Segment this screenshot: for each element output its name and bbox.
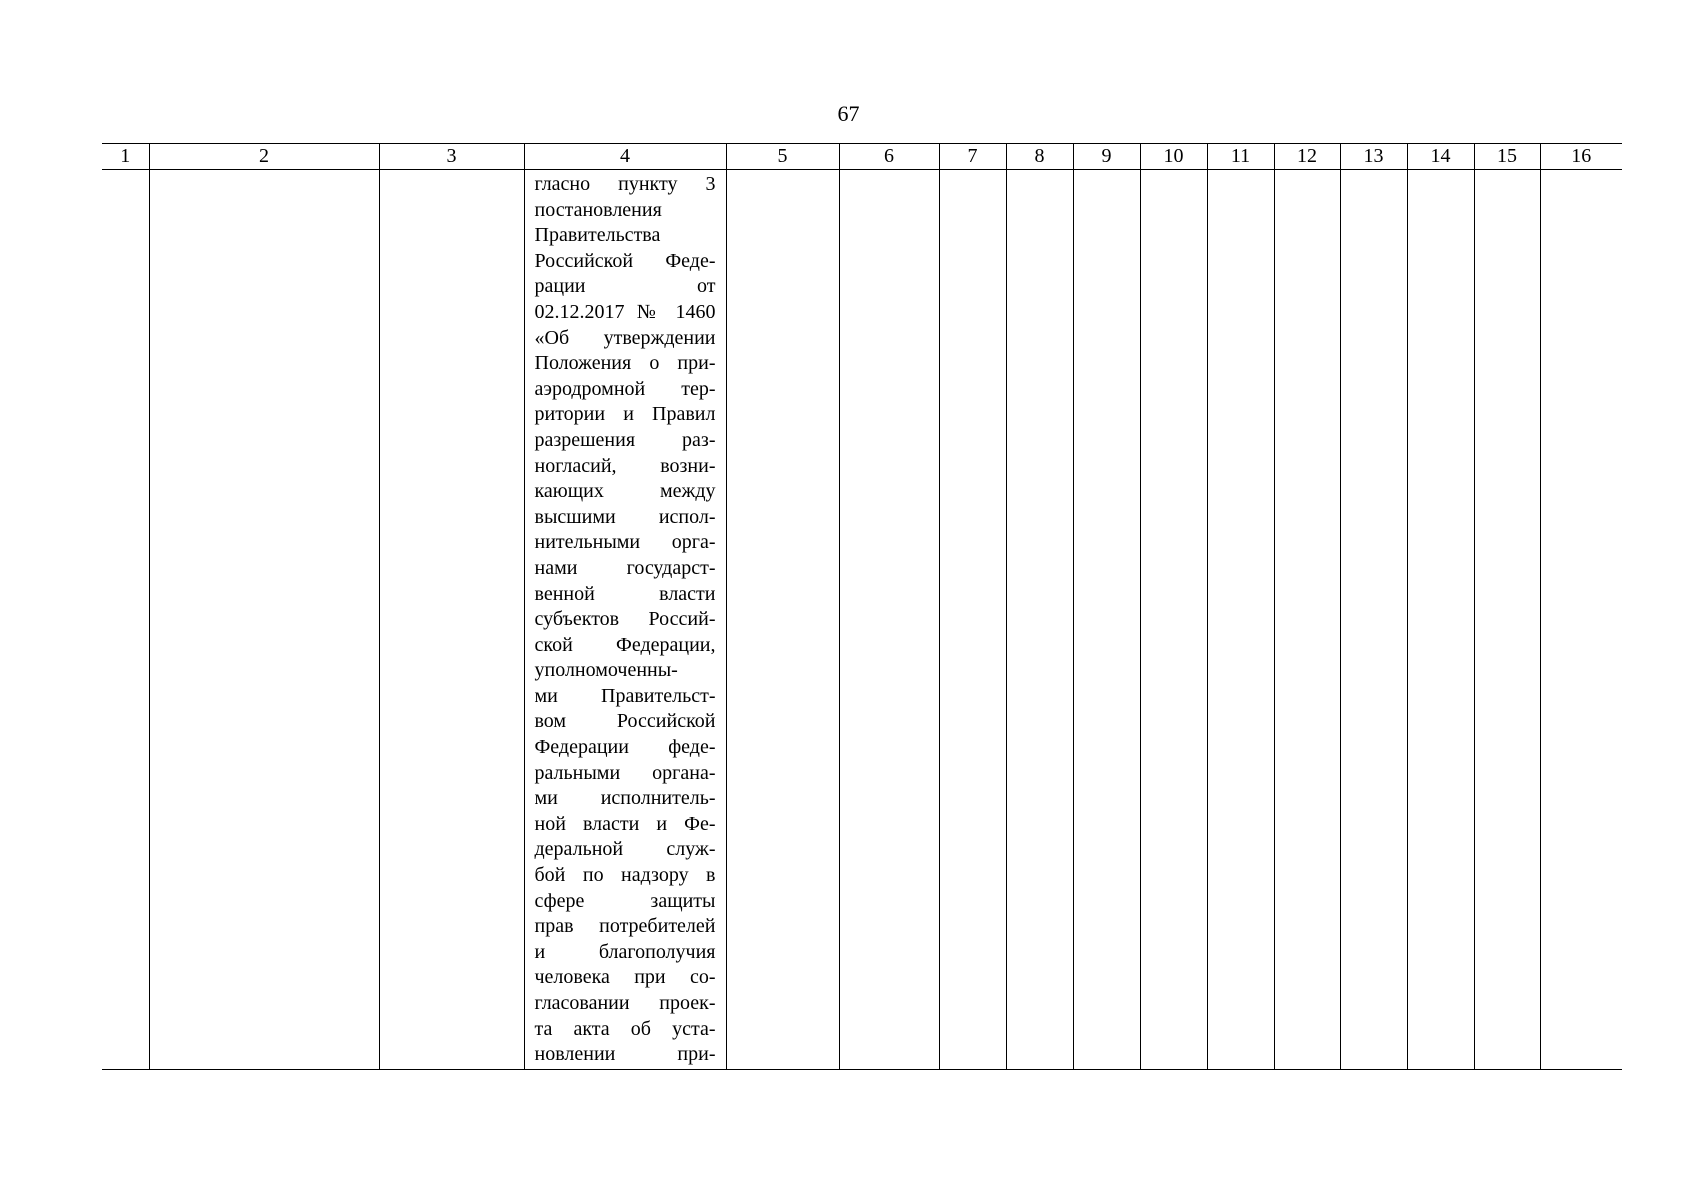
cell-col-13 bbox=[1340, 170, 1407, 1070]
column-4-text-line: ногласий, возни- bbox=[534, 454, 716, 477]
column-4-text-line: деральной служ- bbox=[534, 838, 716, 861]
column-4-text-line: 02.12.2017 № 1460 bbox=[534, 300, 716, 323]
column-4-text-line: Положения о при- bbox=[534, 352, 716, 375]
column-header-8: 8 bbox=[1006, 144, 1073, 170]
column-4-text-line: сфере защиты bbox=[534, 889, 716, 912]
column-4-text-line: и благополучия bbox=[534, 940, 716, 963]
cell-col-4 bbox=[524, 170, 726, 1070]
cell-col-3 bbox=[379, 170, 524, 1070]
cell-col-8 bbox=[1006, 170, 1073, 1070]
column-header-2: 2 bbox=[149, 144, 379, 170]
column-header-4: 4 bbox=[524, 144, 726, 170]
column-4-text-line: рации от bbox=[534, 275, 716, 298]
column-4-text-line: субъектов Россий- bbox=[534, 608, 716, 631]
column-4-text-line: ной власти и Фе- bbox=[534, 812, 716, 835]
column-4-text-line: гласно пункту 3 bbox=[534, 173, 716, 195]
column-4-text-line: разрешения раз- bbox=[534, 428, 716, 451]
column-4-text-line: нительными орга- bbox=[534, 531, 716, 554]
column-header-5: 5 bbox=[726, 144, 839, 170]
column-4-text-line: ритории и Правил bbox=[534, 403, 716, 426]
column-header-9: 9 bbox=[1073, 144, 1140, 170]
column-4-text-line: ральными органа- bbox=[534, 761, 716, 784]
column-header-16: 16 bbox=[1540, 144, 1622, 170]
column-4-text-line: новлении при- bbox=[534, 1043, 716, 1066]
cell-col-16 bbox=[1540, 170, 1622, 1070]
column-header-12: 12 bbox=[1274, 144, 1340, 170]
cell-col-14 bbox=[1407, 170, 1474, 1070]
cell-col-12 bbox=[1274, 170, 1340, 1070]
column-4-text-line: уполномоченны- bbox=[534, 659, 678, 682]
column-4-text-line: ми Правительст- bbox=[534, 684, 716, 707]
column-4-text-line: постановления bbox=[534, 198, 662, 221]
column-header-14: 14 bbox=[1407, 144, 1474, 170]
column-4-text-line: кающих между bbox=[534, 480, 716, 503]
cell-col-1 bbox=[102, 170, 149, 1070]
column-4-text-line: человека при со- bbox=[534, 966, 716, 989]
column-4-text-line: нами государст- bbox=[534, 556, 716, 579]
cell-col-6 bbox=[839, 170, 939, 1070]
cell-col-15 bbox=[1474, 170, 1540, 1070]
column-4-text-line: высшими испол- bbox=[534, 505, 716, 528]
column-header-7: 7 bbox=[939, 144, 1006, 170]
column-4-text-line: аэродромной тер- bbox=[534, 377, 716, 400]
table-row bbox=[102, 170, 1622, 1070]
column-4-text-line: Федерации феде- bbox=[534, 736, 716, 759]
column-4-text-line: та акта об уста- bbox=[534, 1017, 716, 1040]
cell-col-11 bbox=[1207, 170, 1274, 1070]
document-table bbox=[102, 143, 1622, 1070]
column-header-3: 3 bbox=[379, 144, 524, 170]
column-4-text-line: бой по надзору в bbox=[534, 864, 716, 887]
cell-col-2 bbox=[149, 170, 379, 1070]
page-number: 67 bbox=[837, 101, 860, 126]
column-4-text-line: Правительства bbox=[534, 224, 661, 247]
column-header-1: 1 bbox=[102, 144, 149, 170]
column-header-11: 11 bbox=[1207, 144, 1274, 170]
cell-col-10 bbox=[1140, 170, 1207, 1070]
header-row bbox=[102, 144, 1622, 170]
cell-col-9 bbox=[1073, 170, 1140, 1070]
column-header-13: 13 bbox=[1340, 144, 1407, 170]
column-4-text-line: «Об утверждении bbox=[534, 326, 716, 349]
column-header-15: 15 bbox=[1474, 144, 1540, 170]
column-4-text-line: ской Федерации, bbox=[534, 633, 716, 656]
column-4-text-line: ми исполнитель- bbox=[534, 787, 716, 810]
column-header-6: 6 bbox=[839, 144, 939, 170]
cell-col-5 bbox=[726, 170, 839, 1070]
column-header-10: 10 bbox=[1140, 144, 1207, 170]
column-4-text-line: вом Российской bbox=[534, 710, 716, 733]
column-4-text bbox=[525, 170, 726, 1068]
column-4-text-line: венной власти bbox=[534, 582, 716, 605]
column-4-text-line: прав потребителей bbox=[534, 915, 716, 938]
column-4-text-line: Российской Феде- bbox=[534, 249, 716, 272]
column-4-text-line: гласовании проек- bbox=[534, 992, 716, 1014]
cell-col-7 bbox=[939, 170, 1006, 1070]
